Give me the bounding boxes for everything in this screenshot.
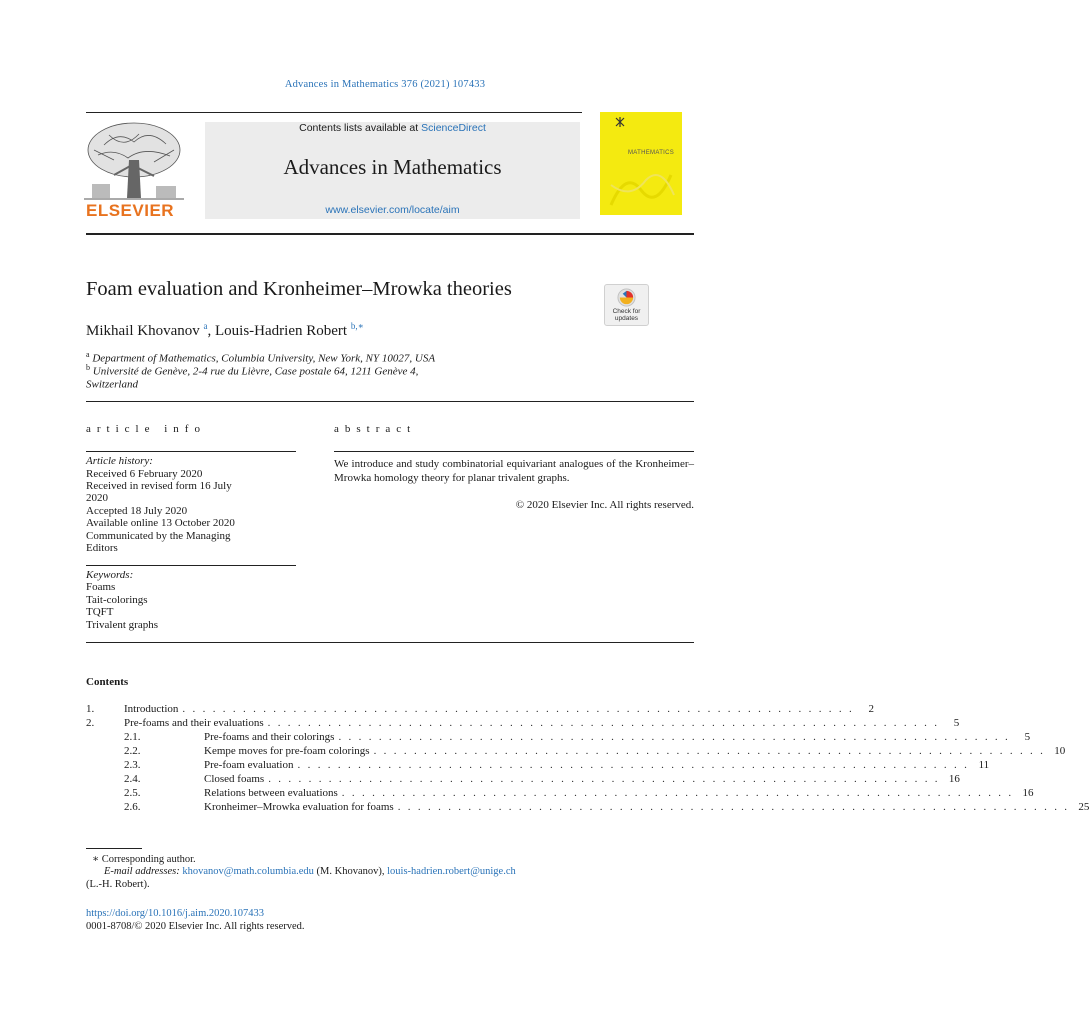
author-affiliation-mark[interactable]: b,∗	[350, 321, 364, 331]
check-updates-line1: Check for	[612, 308, 641, 315]
toc-entry[interactable]	[86, 773, 960, 787]
keyword: TQFT	[86, 606, 114, 618]
affiliation-text: Department of Mathematics, Columbia University, New York, NY 10027, USA	[92, 352, 436, 365]
toc-page: 16	[948, 773, 960, 785]
toc-leader: . . . . . . . . . . . . . . . . . . . . . . . . . . . . . . . . . . . . . . . . . . . . . . . . . . . . . . . . . . . . . . . . . . .	[373, 745, 1046, 757]
contents-title: Contents	[86, 676, 129, 688]
paper-title: Foam evaluation and Kronheimer–Mrowka theories	[86, 278, 512, 300]
toc-number: 2.5.	[124, 787, 141, 799]
elsevier-tree-logo	[84, 120, 184, 202]
affiliation-text: Switzerland	[86, 378, 138, 391]
toc-page: 11	[978, 759, 990, 771]
email-addresses-line	[104, 866, 516, 877]
toc-leader: . . . . . . . . . . . . . . . . . . . . . . . . . . . . . . . . . . . . . . . . . . . . . . . . . . . . . . . . . . . . . . . . . . .	[267, 717, 940, 729]
toc-number: 1.	[86, 703, 95, 715]
email-link[interactable]: khovanov@math.columbia.edu	[182, 866, 314, 877]
keywords-rule	[86, 565, 296, 566]
toc-title: Kronheimer–Mrowka evaluation for foams	[204, 801, 394, 813]
affiliation	[86, 376, 138, 391]
journal-title: Advances in Mathematics	[283, 155, 502, 179]
toc-page: 16	[1022, 787, 1034, 799]
contents-prefix: Contents lists available at	[299, 122, 419, 134]
toc-leader: . . . . . . . . . . . . . . . . . . . . . . . . . . . . . . . . . . . . . . . . . . . . . . . . . . . . . . . . . . . . . . . . . . .	[341, 787, 1014, 799]
toc-page: 5	[953, 717, 960, 729]
info-bottom-rule	[86, 642, 694, 643]
toc-title: Pre-foam evaluation	[204, 759, 294, 771]
toc-number: 2.	[86, 717, 95, 729]
toc-number: 2.6.	[124, 801, 141, 813]
toc-leader: . . . . . . . . . . . . . . . . . . . . . . . . . . . . . . . . . . . . . . . . . . . . . . . . . . . . . . . . . . . . . . . . . . .	[297, 759, 970, 771]
toc-number: 2.2.	[124, 745, 141, 757]
author-name: Mikhail Khovanov	[86, 323, 200, 339]
abstract-text: We introduce and study combinatorial equivariant analogues of the Kronheimer–Mrowka homology theory for planar trivalent graphs.	[334, 458, 694, 484]
toc-entry[interactable]	[86, 745, 1066, 759]
toc-leader: . . . . . . . . . . . . . . . . . . . . . . . . . . . . . . . . . . . . . . . . . . . . . . . . . . . . . . . . . . . . . . . . . . .	[338, 731, 1011, 743]
sciencedirect-link[interactable]: ScienceDirect	[421, 122, 486, 134]
email-owner: (L.-H. Robert).	[86, 879, 150, 890]
toc-number: 2.3.	[124, 759, 141, 771]
toc-leader: . . . . . . . . . . . . . . . . . . . . . . . . . . . . . . . . . . . . . . . . . . . . . . . . . . . . . . . . . . . . . . . . . . .	[397, 801, 1070, 813]
history-line: Available online 13 October 2020	[86, 517, 235, 529]
toc-page: 5	[1024, 731, 1031, 743]
toc-entry[interactable]	[86, 759, 990, 773]
toc-entry[interactable]	[86, 731, 1031, 745]
toc-page: 2	[868, 703, 875, 715]
author-name: Louis-Hadrien Robert	[215, 323, 348, 339]
toc-page: 10	[1054, 745, 1066, 757]
history-line: Accepted 18 July 2020	[86, 505, 188, 517]
affiliation-mark: b	[86, 363, 90, 372]
email-link[interactable]: louis-hadrien.robert@unige.ch	[387, 866, 516, 877]
toc-title: Pre-foams and their evaluations	[124, 717, 264, 729]
abstract-copyright: © 2020 Elsevier Inc. All rights reserved.	[515, 499, 694, 511]
toc-leader: . . . . . . . . . . . . . . . . . . . . . . . . . . . . . . . . . . . . . . . . . . . . . . . . . . . . . . . . . . . . . . . . . . .	[268, 773, 940, 785]
header-top-rule	[86, 112, 582, 113]
keyword: Trivalent graphs	[86, 619, 159, 631]
author-affiliation-mark[interactable]: a	[203, 321, 208, 331]
cover-title: MATHEMATICS	[628, 150, 675, 156]
affiliation-text: Université de Genève, 2-4 rue du Lièvre, Case postale 64, 1211 Genève 4,	[92, 365, 419, 378]
issn-copyright: 0001-8708/© 2020 Elsevier Inc. All rights reserved.	[86, 921, 305, 932]
toc-title: Introduction	[124, 703, 179, 715]
elsevier-wordmark: ELSEVIER	[86, 201, 175, 220]
author-separator: ,	[207, 323, 215, 339]
toc-entry[interactable]	[86, 801, 1089, 815]
toc-title: Closed foams	[204, 773, 265, 785]
toc-page: 25	[1078, 801, 1089, 813]
toc-entry[interactable]	[86, 703, 875, 717]
check-updates-icon	[617, 288, 636, 307]
history-label: Article history:	[86, 455, 153, 467]
check-updates-line2: updates	[614, 315, 639, 322]
toc-title: Kempe moves for pre-foam colorings	[204, 745, 370, 757]
history-line: Communicated by the Managing	[86, 530, 231, 542]
header-bottom-rule	[86, 233, 694, 235]
toc-title: Relations between evaluations	[204, 787, 338, 799]
journal-reference[interactable]: Advances in Mathematics 376 (2021) 107433	[284, 79, 486, 90]
abstract-heading: abstract	[334, 423, 417, 435]
cover-decoration	[606, 165, 676, 210]
article-info-rule	[86, 451, 296, 452]
doi-link[interactable]: https://doi.org/10.1016/j.aim.2020.107433	[86, 908, 265, 919]
toc-entry[interactable]	[86, 717, 960, 731]
journal-url-link[interactable]: www.elsevier.com/locate/aim	[325, 204, 460, 216]
abstract-rule	[334, 451, 694, 452]
email-owner: (M. Khovanov),	[316, 866, 385, 877]
history-line: Editors	[86, 542, 118, 554]
author-list	[86, 321, 364, 340]
toc-title: Pre-foams and their colorings	[204, 731, 335, 743]
keyword: Foams	[86, 581, 116, 593]
corresponding-author-note: ∗ Corresponding author.	[92, 854, 196, 865]
keywords-label: Keywords:	[86, 569, 134, 581]
history-line: Received in revised form 16 July	[86, 480, 232, 492]
footnote-rule	[86, 848, 142, 849]
article-info-heading: article info	[86, 423, 206, 435]
toc-number: 2.4.	[124, 773, 141, 785]
toc-number: 2.1.	[124, 731, 141, 743]
toc-leader: . . . . . . . . . . . . . . . . . . . . . . . . . . . . . . . . . . . . . . . . . . . . . . . . . . . . . . . . . . . . . . . . . . .	[182, 703, 855, 715]
affiliation-mark: a	[86, 350, 90, 359]
cover-mark-icon	[614, 116, 626, 128]
check-for-updates-button[interactable]	[604, 284, 649, 326]
history-line: 2020	[86, 492, 108, 504]
history-line: Received 6 February 2020	[86, 468, 203, 480]
email-label: E-mail addresses:	[104, 866, 180, 877]
info-top-rule	[86, 401, 694, 402]
contents-available-line	[205, 122, 580, 134]
keyword: Tait-colorings	[86, 594, 148, 606]
toc-entry[interactable]	[86, 787, 1034, 801]
